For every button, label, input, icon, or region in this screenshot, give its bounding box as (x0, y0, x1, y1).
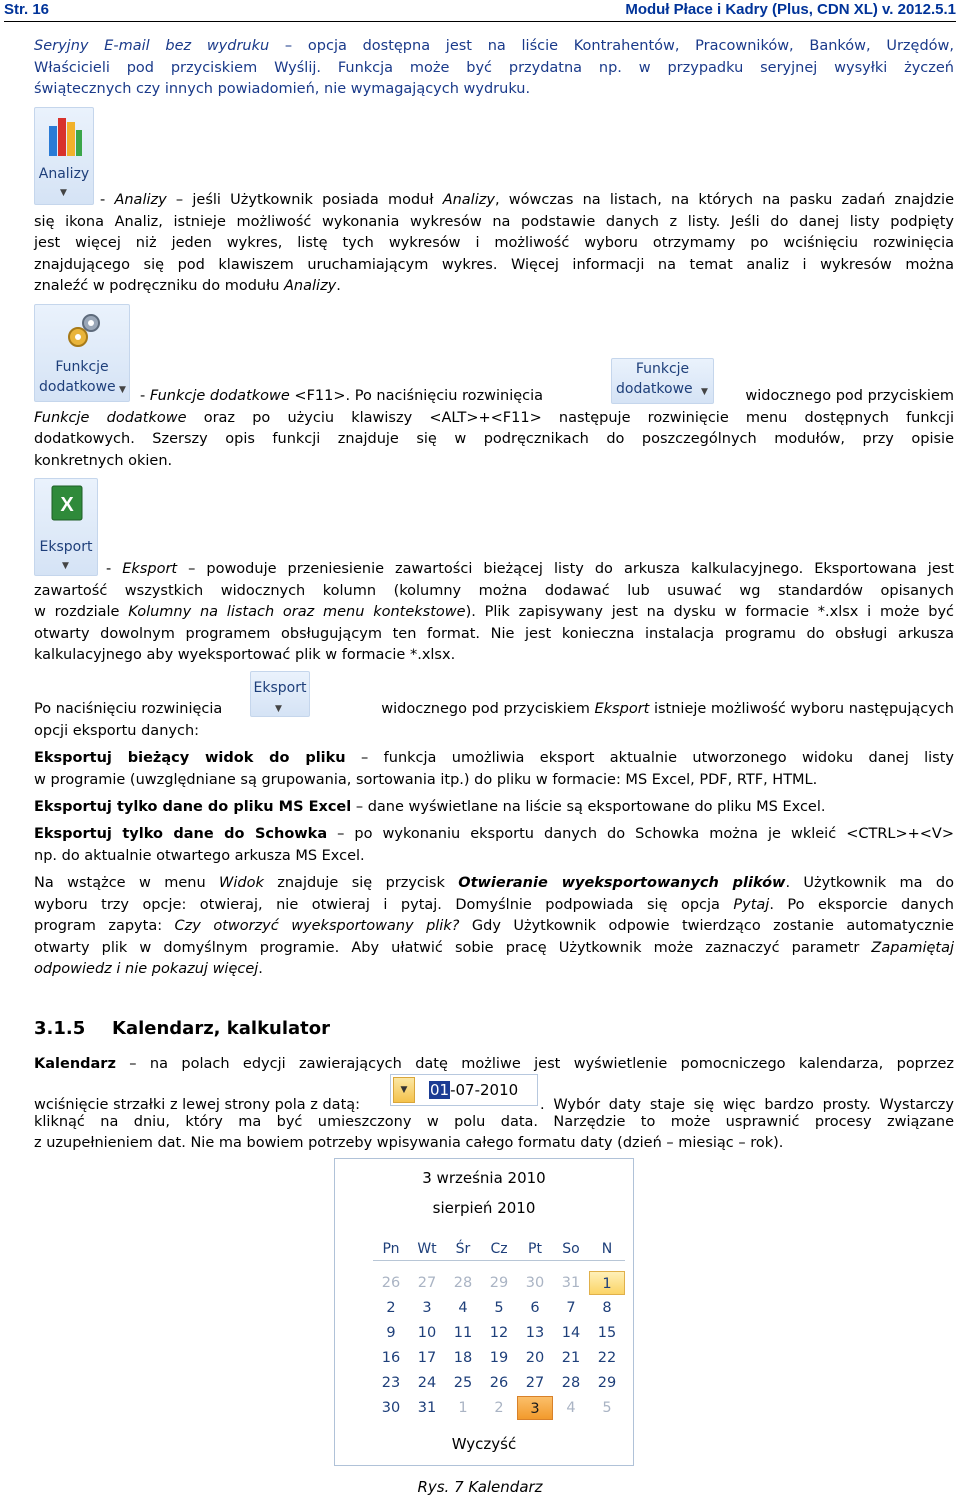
page-number: Str. 16 (4, 1, 50, 18)
calendar-day[interactable]: 14 (561, 1325, 581, 1341)
calendar-month-header[interactable]: sierpień 2010 (432, 1199, 536, 1217)
calendar-today-link[interactable]: 3 września 2010 (422, 1169, 546, 1187)
kalendarz-paragraph: Kalendarz – na polach edycji zawierających datę możliwe jest wyświetlenie pomocniczego kalendarza, poprzez wciśnięcie strzałki z lewej strony pola z datą: . Wybór daty staje się więc bardzo prosty. Wystarczy kliknąć na dniu, który ma być umieszczony w polu data. Narzędzie to może usprawnić procesy związane z uzupełnieniem dat. Nie ma bowiem potrzeby wpisywania całego formatu daty (dzień – miesiąc – rok). (34, 1056, 954, 1151)
calendar-day[interactable]: 8 (602, 1300, 612, 1316)
calendar-day[interactable]: 24 (417, 1375, 437, 1391)
dropdown-arrow-icon[interactable]: ▼ (60, 188, 67, 198)
calendar-day[interactable]: 29 (489, 1275, 509, 1291)
calendar-day[interactable]: 31 (417, 1400, 437, 1416)
weekday-label: Śr (455, 1241, 471, 1257)
calendar-day[interactable]: 3 (422, 1300, 432, 1316)
date-value[interactable]: 01-07-2010 (430, 1081, 519, 1099)
weekday-label: Pt (528, 1241, 542, 1257)
calendar-day[interactable]: 9 (386, 1325, 396, 1341)
calendar-day[interactable]: 25 (453, 1375, 473, 1391)
funkcje-paragraph: - Funkcje dodatkowe <F11>. Po naciśnięciu rozwinięcia widocznego pod przyciskiem Funkcje dodatkowe oraz po użyciu klawiszy <ALT>+<F11> następuje rozwinięcie menu dostępnych funkcji dodatkowych. Szerszy opis funkcji znajduje się w podręcznikach do poszczególnych modułów, przy opisie konkretnych okien. (34, 388, 954, 469)
calendar-day[interactable]: 29 (597, 1375, 617, 1391)
eksport-dropdown[interactable]: Eksport ▼ (250, 671, 310, 717)
calendar-day[interactable]: 3 (517, 1396, 553, 1420)
calendar-day[interactable]: 15 (597, 1325, 617, 1341)
calendar-day[interactable]: 6 (530, 1300, 540, 1316)
weekday-label: So (562, 1241, 580, 1257)
calendar-clear-button[interactable]: Wyczyść (451, 1435, 517, 1453)
widok-paragraph: Na wstążce w menu Widok znajduje się przycisk Otwieranie wyeksportowanych plików. Użytkownik ma do wyboru trzy opcje: otwieraj, nie otwieraj i pytaj. Domyślnie podpowiada się opcja Pytaj. Po eksporcie danych program zapyta: Czy otworzyć wyeksportowany plik? Gdy Użytkownik odpowie twierdząco zostanie automatycznie otwarty plik w domyślnym programie. Aby ułatwić sobie pracę Użytkownik może zaznaczyć parametr Zapamiętaj odpowiedz i nie pokazuj więcej. (34, 875, 954, 977)
option-export-excel: Eksportuj tylko dane do pliku MS Excel – dane wyświetlane na liście są eksportowane do pliku MS Excel. (34, 799, 826, 815)
calendar-day[interactable]: 26 (489, 1375, 509, 1391)
chevron-down-icon: ▼ (400, 1085, 408, 1095)
weekday-label: Wt (417, 1241, 437, 1257)
calendar-day[interactable]: 16 (381, 1350, 401, 1366)
section-number: 3.1.5 (34, 1018, 86, 1039)
calendar-day[interactable]: 5 (494, 1300, 504, 1316)
gears-icon (65, 309, 103, 355)
dropdown-arrow-icon[interactable]: ▼ (119, 385, 126, 395)
eksport-label: Eksport (39, 539, 93, 555)
calendar-day[interactable]: 22 (597, 1350, 617, 1366)
calendar-popup (334, 1158, 634, 1466)
calendar-day[interactable]: 21 (561, 1350, 581, 1366)
calendar-day[interactable]: 19 (489, 1350, 509, 1366)
weekday-label: N (601, 1241, 613, 1257)
calendar-day[interactable]: 2 (386, 1300, 396, 1316)
document-title: Moduł Płace i Kadry (Plus, CDN XL) v. 2012.5.1 (625, 1, 956, 18)
excel-icon (51, 485, 83, 521)
calendar-day[interactable]: 7 (566, 1300, 576, 1316)
calendar-day[interactable]: 1 (458, 1400, 468, 1416)
calendar-day[interactable]: 13 (525, 1325, 545, 1341)
calendar-day[interactable]: 28 (453, 1275, 473, 1291)
calendar-weekday-row (373, 1241, 625, 1261)
eksport-paragraph: - Eksport – powoduje przeniesienie zawartości bieżącej listy do arkusza kalkulacyjnego. Eksportowana jest zawartość wszystkich widocznych kolumn (kolumny można dodawać lub usuwać wg standardów opisanych w rozdziale Kolumny na listach oraz menu kontekstowe). Plik zapisywany jest na dysku w formacie *.xlsx i może być otwarty dowolnym programem obsługującym ten format. Nie jest konieczna instalacja programu do obsługi arkusza kalkulacyjnego aby wyeksportować plik w formacie *.xlsx. (34, 561, 954, 663)
analizy-label: Analizy (38, 166, 90, 182)
calendar-day[interactable]: 20 (525, 1350, 545, 1366)
calendar-day[interactable]: 26 (381, 1275, 401, 1291)
chart-icon (47, 114, 83, 158)
calendar-day[interactable]: 27 (417, 1275, 437, 1291)
calendar-day[interactable]: 10 (417, 1325, 437, 1341)
date-field[interactable] (390, 1074, 538, 1106)
intro-paragraph: Seryjny E-mail bez wydruku – opcja dostępna jest na liście Kontrahentów, Pracowników, Banków, Urzędów, Właścicieli pod przyciskiem Wyślij. Funkcja może być przydatna np. w przypadku seryjnej wysyłki życzeń świątecznych czy innych powiadomień, nie wymagających wydruku. (34, 38, 954, 97)
funkcje-label: Funkcje (55, 359, 109, 375)
seryjny-email-term: Seryjny E-mail bez wydruku (34, 38, 270, 54)
eksport-options-intro: Po naciśnięciu rozwinięcia widocznego pod przyciskiem Eksport istnieje możliwość wyboru następujących opcji eksportu danych: (34, 701, 954, 739)
calendar-day[interactable]: 1 (589, 1271, 625, 1295)
weekday-label: Cz (490, 1241, 508, 1257)
calendar-day[interactable]: 23 (381, 1375, 401, 1391)
funkcje-dodatkowe-dropdown[interactable]: Funkcje dodatkowe ▼ (611, 358, 714, 404)
calendar-day[interactable]: 30 (525, 1275, 545, 1291)
figure-caption: Rys. 7 Kalendarz (417, 1478, 543, 1496)
calendar-day[interactable]: 4 (566, 1400, 576, 1416)
calendar-dropdown-button[interactable] (393, 1077, 415, 1103)
option-export-clipboard: Eksportuj tylko dane do Schowka – po wykonaniu eksportu danych do Schowka można je wkleić <CTRL>+<V> np. do aktualnie otwartego arkusza MS Excel. (34, 826, 954, 864)
page-header (4, 0, 956, 22)
calendar-day[interactable]: 28 (561, 1375, 581, 1391)
dodatkowe-label: dodatkowe (39, 379, 116, 395)
svg-text:X: X (60, 494, 74, 516)
calendar-day[interactable]: 2 (494, 1400, 504, 1416)
calendar-day[interactable]: 18 (453, 1350, 473, 1366)
dropdown-arrow-icon[interactable]: ▼ (62, 561, 69, 571)
calendar-day[interactable]: 11 (453, 1325, 473, 1341)
calendar-day[interactable]: 12 (489, 1325, 509, 1341)
section-heading (34, 1018, 330, 1039)
dropdown-arrow-icon[interactable]: ▼ (275, 704, 282, 714)
analizy-paragraph: - Analizy – jeśli Użytkownik posiada moduł Analizy, wówczas na listach, na których na pasku zadań znajdzie się ikona Analiz, istnieje możliwość wykonania wykresów na podstawie danych z listy. Jeśli do danej listy podpięty jest więcej niż jeden wykres, listę tych wykresów i możliwość wyboru otrzymamy po wciśnięciu rozwinięcia znajdującego się pod klawiszem uruchamiającym wykres. Więcej informacji na temat analiz i wykresów można znaleźć w podręczniku do modułu Analizy. (34, 192, 954, 294)
calendar-day[interactable]: 27 (525, 1375, 545, 1391)
option-export-view: Eksportuj bieżący widok do pliku – funkcja umożliwia eksport aktualnie utworzonego widoku danej listy w programie (uwzględniane są grupowania, sortowania itp.) do pliku w formacie: MS Excel, PDF, RTF, HTML. (34, 750, 954, 788)
calendar-day[interactable]: 17 (417, 1350, 437, 1366)
calendar-day[interactable]: 30 (381, 1400, 401, 1416)
weekday-label: Pn (382, 1241, 400, 1257)
calendar-day[interactable]: 5 (602, 1400, 612, 1416)
section-title: Kalendarz, kalkulator (112, 1018, 331, 1039)
calendar-day[interactable]: 4 (458, 1300, 468, 1316)
dropdown-arrow-icon[interactable]: ▼ (701, 387, 708, 397)
calendar-day[interactable]: 31 (561, 1275, 581, 1291)
